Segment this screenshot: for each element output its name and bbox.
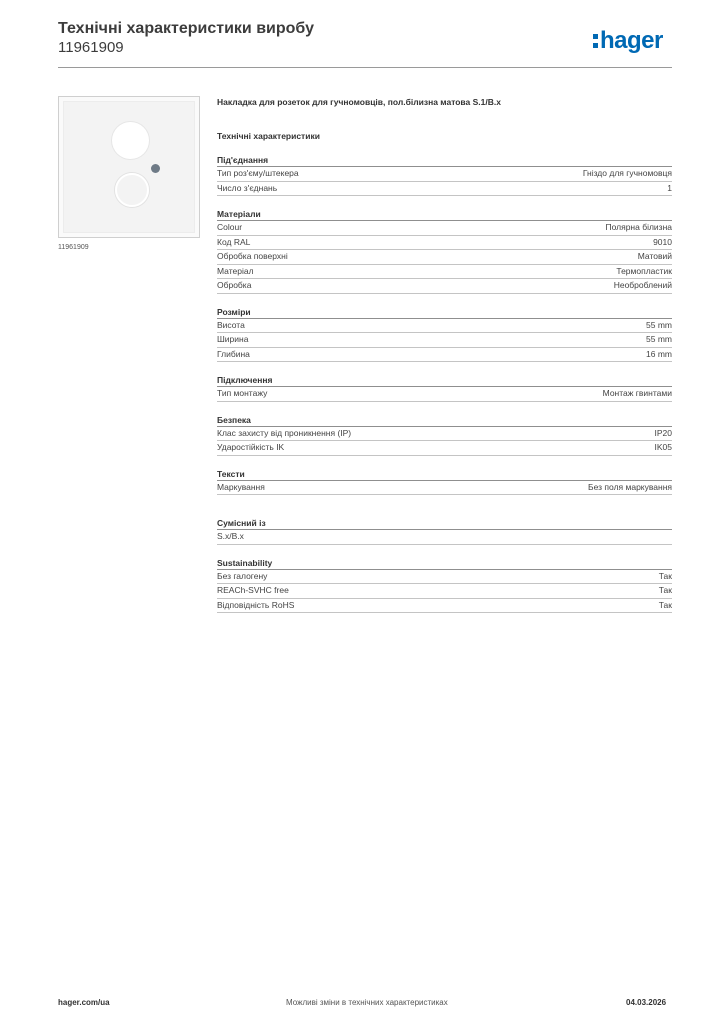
section-dimensions <box>217 306 672 363</box>
spec-value: Монтаж гвинтами <box>602 388 672 398</box>
spec-value: Полярна білизна <box>605 222 672 232</box>
spec-label: Ширина <box>217 334 249 344</box>
logo-colon-mark <box>593 34 598 48</box>
spec-label: Без галогену <box>217 570 268 581</box>
product-code: 11961909 <box>58 39 124 56</box>
spec-value: Без поля маркування <box>588 481 672 492</box>
spec-value: Необроблений <box>613 280 672 290</box>
logo-text: hager <box>600 27 663 54</box>
spec-value: Так <box>658 570 672 581</box>
spec-row <box>217 279 672 294</box>
spec-label: Тип монтажу <box>217 388 268 398</box>
spec-block <box>217 96 672 613</box>
section-title: Розміри <box>217 306 672 319</box>
section-title: Безпека <box>217 414 672 427</box>
image-caption: 11961909 <box>58 244 89 251</box>
spec-label: REACh-SVHC free <box>217 585 289 595</box>
section-title: Матеріали <box>217 208 672 221</box>
section-mounting <box>217 374 672 402</box>
spec-label: Висота <box>217 319 245 330</box>
hager-logo <box>593 27 663 55</box>
spec-label: Відповідність RoHS <box>217 599 295 610</box>
spec-row <box>217 570 672 585</box>
spec-row <box>217 221 672 236</box>
spec-label: Обробка поверхні <box>217 251 288 261</box>
section-materials <box>217 208 672 294</box>
spec-row <box>217 599 672 614</box>
spec-row <box>217 427 672 442</box>
spec-row <box>217 348 672 363</box>
spec-value: Матовий <box>637 251 672 261</box>
spec-value: Термопластик <box>616 265 672 276</box>
spec-row <box>217 265 672 280</box>
speaker-socket-lower <box>115 173 149 207</box>
spec-label: Маркування <box>217 481 265 492</box>
section-title: Сумісний із <box>217 517 672 530</box>
speaker-socket-upper <box>112 122 149 159</box>
fixing-screw <box>151 164 160 173</box>
footer-disclaimer: Можливі зміни в технічних характеристиках <box>286 998 448 1007</box>
spec-value: 9010 <box>653 236 672 247</box>
section-title: Підключення <box>217 374 672 387</box>
spec-value: IP20 <box>654 427 672 438</box>
section-sustainability <box>217 557 672 614</box>
spec-label: Матеріал <box>217 265 254 276</box>
spec-row <box>217 387 672 402</box>
spec-label: Код RAL <box>217 236 251 247</box>
spec-label: Глибина <box>217 348 250 359</box>
spec-value: 1 <box>667 182 672 193</box>
section-title: Під'єднання <box>217 154 672 167</box>
spec-row <box>217 167 672 182</box>
spec-value: Гніздо для гучномовця <box>582 168 672 178</box>
product-image <box>58 96 200 238</box>
spec-row <box>217 333 672 348</box>
spec-row <box>217 441 672 456</box>
spec-label: Colour <box>217 222 243 232</box>
section-title: Тексти <box>217 468 672 481</box>
spec-label: Число з'єднань <box>217 182 278 193</box>
spec-value: IK05 <box>654 442 672 452</box>
section-title: Sustainability <box>217 557 672 570</box>
spec-row <box>217 319 672 334</box>
spec-value: 16 mm <box>646 348 672 359</box>
spec-label: Ударостійкість IK <box>217 442 285 452</box>
spec-heading: Технічні характеристики <box>217 131 320 141</box>
spec-value: 55 mm <box>646 319 672 330</box>
spec-row <box>217 530 672 545</box>
spec-label: S.x/B.x <box>217 531 244 541</box>
spec-label: Клас захисту від проникнення (IP) <box>217 427 352 438</box>
spec-row <box>217 250 672 265</box>
footer-website: hager.com/ua <box>58 998 110 1007</box>
footer-date: 04.03.2026 <box>626 998 667 1007</box>
section-safety <box>217 414 672 456</box>
spec-row <box>217 182 672 197</box>
header-divider <box>58 67 672 68</box>
spec-value: Так <box>658 599 672 610</box>
spec-value: 55 mm <box>646 334 672 344</box>
section-connection <box>217 154 672 196</box>
cover-plate <box>63 101 195 233</box>
spec-row <box>217 236 672 251</box>
section-compatible <box>217 517 672 545</box>
spec-row <box>217 481 672 496</box>
spec-label: Тип роз'єму/штекера <box>217 168 299 178</box>
spec-label: Обробка <box>217 280 252 290</box>
spec-value: Так <box>658 585 672 595</box>
document-title: Технічні характеристики виробу <box>58 20 314 37</box>
section-texts <box>217 468 672 496</box>
spec-row <box>217 584 672 599</box>
product-title: Накладка для розеток для гучномовців, пол.білизна матова S.1/B.x <box>217 97 501 107</box>
